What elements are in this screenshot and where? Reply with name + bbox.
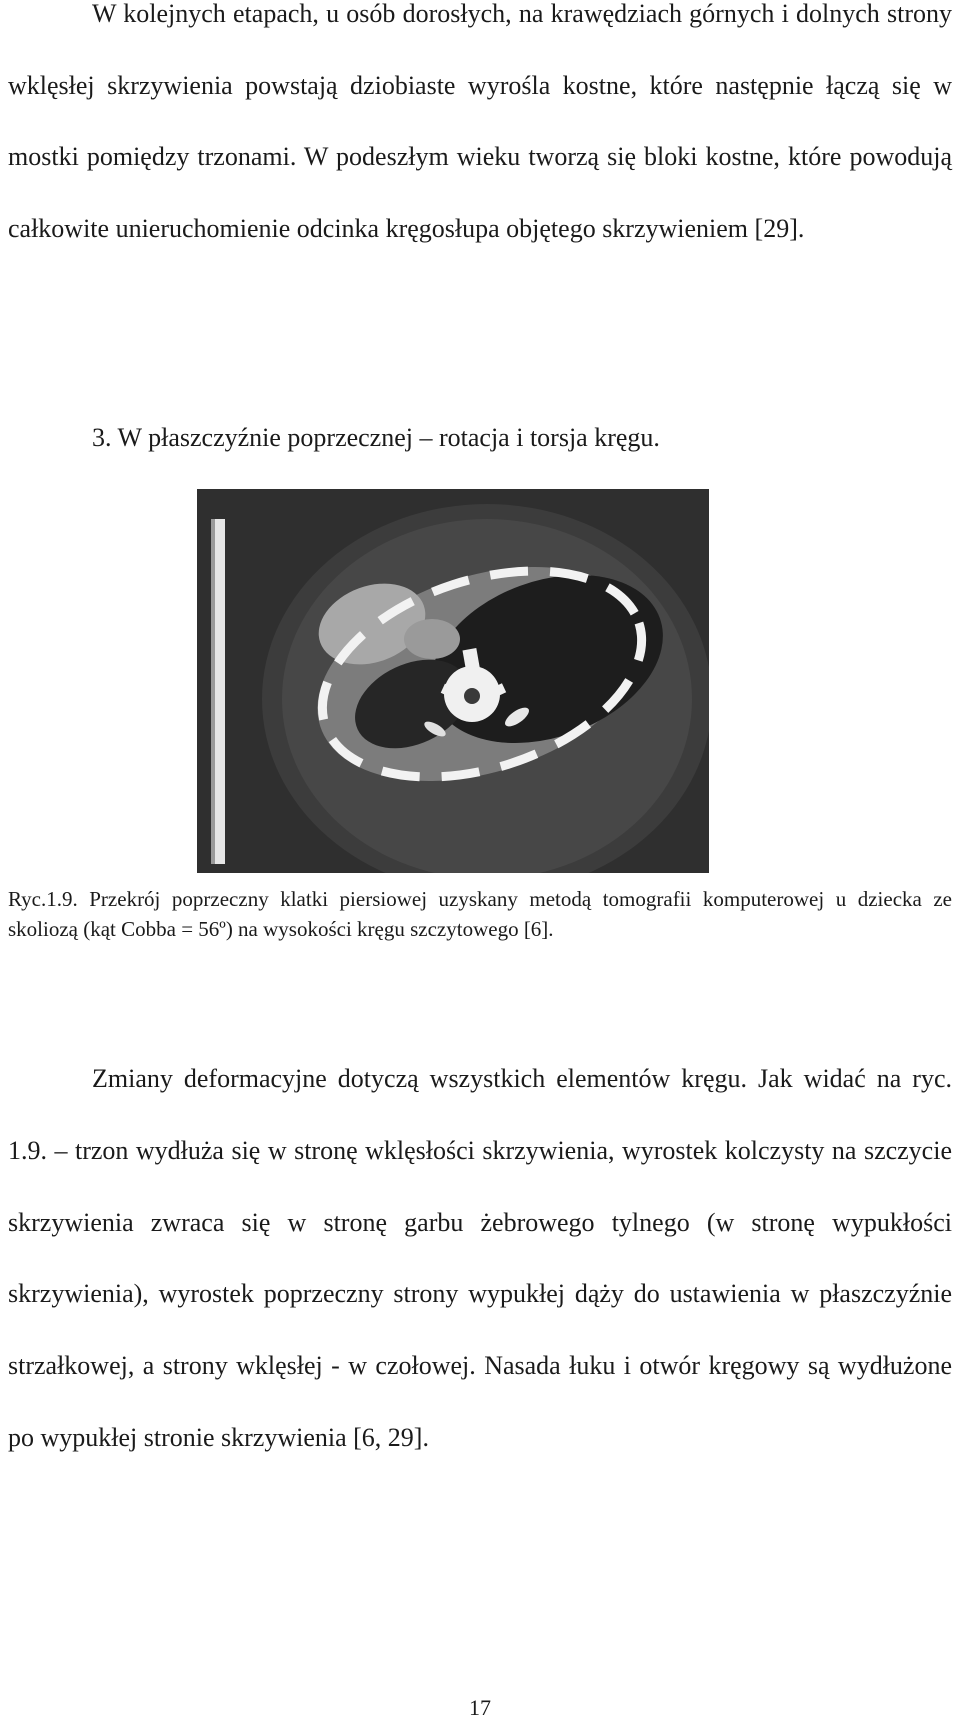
ct-scan-image [197, 489, 709, 873]
page-number: 17 [469, 1695, 491, 1720]
ct-scan-figure [197, 489, 709, 873]
list-item-transverse-plane: 3. W płaszczyźnie poprzecznej – rotacja i torsja kręgu. [92, 423, 660, 452]
paragraph-1: W kolejnych etapach, u osób dorosłych, na krawędziach górnych i dolnych strony wklęsłej skrzywienia powstają dziobiaste wyrośla kostne, które następnie łączą się w mostki pomiędzy trzonami. W podeszłym wieku tworzą się bloki kostne, które powodują całkowite unieruchomienie odcinka kręgosłupa objętego skrzywieniem [29]. [8, 0, 952, 243]
paragraph-2: Zmiany deformacyjne dotyczą wszystkich elementów kręgu. Jak widać na ryc. 1.9. – trzon wydłuża się w stronę wklęsłości skrzywienia, wyrostek kolczysty na szczycie skrzywienia zwraca się w stronę garbu żebrowego tylnego (w stronę wypukłości skrzywienia), wyrostek poprzeczny strony wypukłej dąży do ustawienia w płaszczyźnie strzałkowej, a strony wklęsłej - w czołowej. Nasada łuku i otwór kręgowy są wydłużone po wypukłej stronie skrzywienia [6, 29]. [8, 1064, 952, 1452]
figure-caption: Ryc.1.9. Przekrój poprzeczny klatki piersiowej uzyskany metodą tomografii komputerowej u dziecka ze skoliozą (kąt Cobba = 56º) na wysokości kręgu szczytowego [6]. [8, 887, 952, 941]
